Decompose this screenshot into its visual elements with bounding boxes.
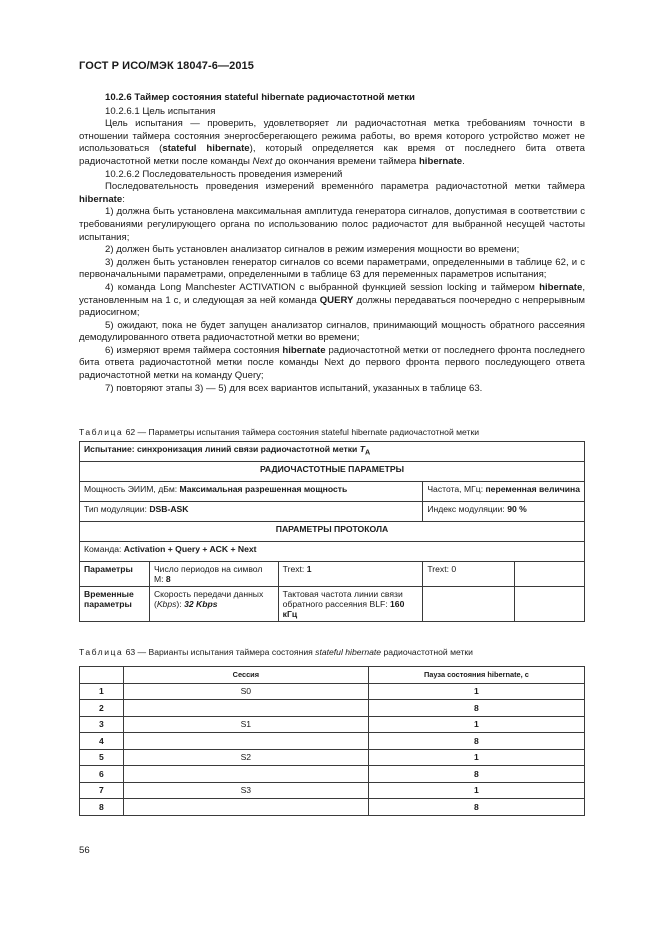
table-62-timing-row <box>80 587 585 622</box>
page-number: 56 <box>79 845 90 856</box>
step-1: 1) должна быть установлена максимальная амплитуда генератора сигналов, допустимая в соответствии с требованиями регулирующего органа по использованию полос радиочастот для выбранной несущей частоты испытания; <box>79 206 585 243</box>
table-62-test-row <box>80 442 585 462</box>
number-column-header <box>80 667 124 684</box>
table-row: 3 S1 1 <box>80 716 585 733</box>
frequency-cell: Частота, МГц: переменная величина <box>423 482 585 502</box>
subsection-heading-purpose: 10.2.6.1 Цель испытания <box>105 105 216 117</box>
params-label-cell: Параметры <box>80 562 150 587</box>
table-63-header-row <box>80 667 585 684</box>
power-cell: Мощность ЭИИМ, дБм: Максимальная разрешенная мощность <box>80 482 423 502</box>
sequence-intro: Последовательность проведения измерений временнóго параметра радиочастотной метки таймера hibernate: <box>79 181 585 205</box>
section-heading: 10.2.6 Таймер состояния stateful hibernate радиочастотной метки <box>105 92 415 103</box>
empty-cell <box>515 562 585 587</box>
table-63 <box>79 666 585 816</box>
table-row: 5 S2 1 <box>80 749 585 766</box>
purpose-paragraph: Цель испытания — проверить, удовлетворяет ли радиочастотная метка требованиям точности в отношении таймера состояния энергосберегающего режима работы, во время которого устройство может не использоваться (stateful hibernate), который определяется как время от последнего бита ответа радиочастотной метки после команды Next до окончания времени таймера hibernate. <box>79 118 586 167</box>
table-row: 7 S3 1 <box>80 782 585 799</box>
table-62-rf-header-row <box>80 462 585 482</box>
test-title-cell: Испытание: синхронизация линий связи радиочастотной метки $T_A$ <box>80 442 585 462</box>
subsection-heading-sequence: 10.2.6.2 Последовательность проведения измерений <box>105 168 343 180</box>
session-column-header: Сессия <box>123 667 368 684</box>
table-row: 6 8 <box>80 766 585 783</box>
step-7: 7) повторяют этапы 3) — 5) для всех вариантов испытаний, указанных в таблице 63. <box>105 382 483 394</box>
modulation-index-cell: Индекс модуляции: 90 % <box>423 502 585 522</box>
table-62 <box>79 441 585 622</box>
table-62-caption: Таблица 62 — Параметры испытания таймера состояния stateful hibernate радиочастотной метки <box>79 427 480 437</box>
modulation-cell: Тип модуляции: DSB-ASK <box>80 502 423 522</box>
command-cell: Команда: Activation + Query + ACK + Next <box>80 542 585 562</box>
data-rate-cell: Скорость передачи данных (Kbps): 32 Kbps <box>149 587 278 622</box>
blf-cell: Тактовая частота линии связи обратного рассеяния BLF: 160 кГц <box>278 587 423 622</box>
section-body <box>79 92 585 395</box>
step-5: 5) ожидают, пока не будет запущен анализатор сигналов, принимающий мощность обратного рассеяния демодулированного ответа радиочастотной метки во времени; <box>79 319 585 344</box>
table-62-command-row <box>80 542 585 562</box>
table-62-modulation-row <box>80 502 585 522</box>
pause-column-header: Пауза состояния hibernate, с <box>368 667 584 684</box>
rf-parameters-header: РАДИОЧАСТОТНЫЕ ПАРАМЕТРЫ <box>80 462 585 482</box>
timing-label-cell: Временные параметры <box>80 587 150 622</box>
table-62-protocol-header-row <box>80 522 585 542</box>
table-row: 2 8 <box>80 700 585 717</box>
trext-1-cell: Trext: 1 <box>278 562 423 587</box>
step-4: 4) команда Long Manchester ACTIVATION с выбранной функцией session locking и таймером hibernate, установленным на 1 с, и следующая за ней команда QUERY должны передаваться поочередно с непрерывным радиосигном; <box>79 281 586 319</box>
table-62-power-row <box>80 482 585 502</box>
table-63-caption: Таблица 63 — Варианты испытания таймера состояния stateful hibernate радиочастотной метки <box>79 647 473 657</box>
table-row: 8 8 <box>80 799 585 816</box>
table-row: 4 8 <box>80 733 585 750</box>
step-3: 3) должен быть установлен генератор сигналов со всеми параметрами, определенными в таблице 62, и с первоначальными параметрами, определенными в таблице 63 для переменных параметров испытания; <box>79 256 585 281</box>
protocol-parameters-header: ПАРАМЕТРЫ ПРОТОКОЛА <box>80 522 585 542</box>
periods-cell: Число периодов на символ M: 8 <box>149 562 278 587</box>
empty-cell <box>515 587 585 622</box>
empty-cell <box>423 587 515 622</box>
step-2: 2) должен быть установлен анализатор сигналов в режим измерения мощности во времени; <box>105 244 520 256</box>
table-row: 1 S0 1 <box>80 683 585 700</box>
step-6: 6) измеряют время таймера состояния hibernate радиочастотной метки от последнего фронта последнего бита ответа радиочастотной метки после команды Next до первого фронта первого последующего ответа радиочастотной метки на команду Query; <box>79 344 585 382</box>
trext-0-cell: Trext: 0 <box>423 562 515 587</box>
table-62-params-row <box>80 562 585 587</box>
document-header: ГОСТ Р ИСО/МЭК 18047-6—2015 <box>79 60 254 72</box>
